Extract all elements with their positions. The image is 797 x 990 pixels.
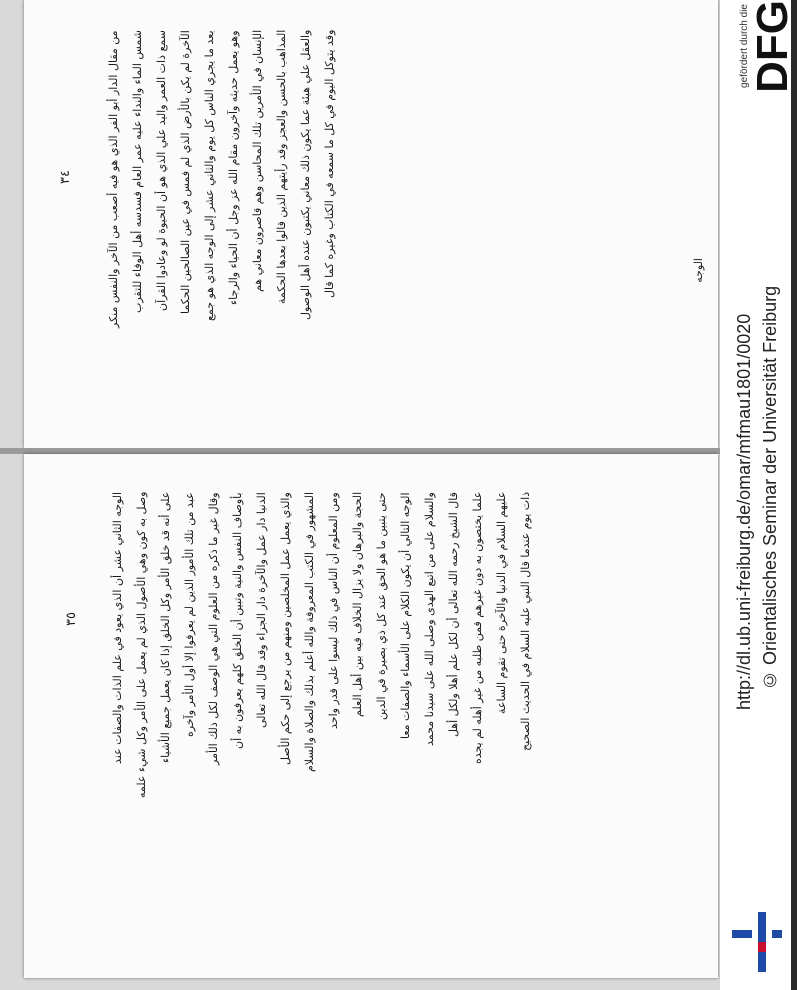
text-line: وقد يتوكل اليوم في كل ما سمعه في الكتاب وغيره كما قال (323, 30, 336, 299)
text-line: الحجة والبرهان ولا يزال الخلاف فيه بين أهل العلم (351, 492, 364, 718)
text-line: وهو يعمل حديثه وآخرون مقام الله عز وجل أن الحياء والرجاء (227, 30, 240, 305)
text-line: ومن المعلوم أن الناس في ذلك ليسوا على قدر واحد (327, 492, 340, 729)
text-line: الآخرة لم يكن بالأرض الذي لم فمس في عين الصالحين الحكما (179, 30, 192, 314)
catchword-top: الوجه (692, 258, 705, 283)
permalink-url[interactable]: http://dl.ub.uni-freiburg.de/omar/mfmau1801/0020 (734, 313, 754, 710)
text-line: عليهم السلام في الدنيا والآخرة حتى تقوم الساعة (495, 492, 508, 715)
text-line: المشهور في الكتب المعروفة والله أعلم بذلك والصلاة والسلام (303, 492, 316, 773)
page-bottom (24, 454, 718, 978)
page-number-bottom: ٣٥ (64, 612, 79, 626)
text-block-bottom (106, 492, 686, 924)
text-line: حتى يتبين ما هو الحق عند كل ذي بصيرة في الدين (375, 492, 388, 720)
text-line: المذاهب بالحسن والعجز وقد رأيتهم الذين قالوا بعدها الحكمة (275, 30, 288, 305)
copyright-notice: © Orientalisches Seminar der Universität Freiburg (760, 285, 780, 690)
text-line: عبد من تلك الأمور الذين لم يعرفوا إلا أول الأمر وآخره (183, 492, 196, 737)
page-number-top: ٣٤ (58, 170, 73, 184)
text-line: بأوصاف النفس والنية وتبين أن الخلق كلهم يعرفون به أن (231, 492, 244, 749)
text-line: قال الشيخ رحمه الله تعالى أن لكل علم أهلا ولكل أهل (447, 492, 460, 737)
text-line: والذي يعمل عمل المخلصين ومنهم من يرجع إلى حكم الأصل (279, 492, 292, 765)
dfg-logo-text: DFG (748, 0, 797, 93)
text-line: والعقل علي هيئة عما يكون ذلك معاني يكتبون عنده أهل الوصول (299, 30, 312, 321)
university-freiburg-logo-icon (732, 912, 782, 972)
dfg-logo (733, 0, 797, 100)
text-line: الوجه التالي أن يكون الكلام على الأسماء والصفات معا (399, 492, 412, 739)
text-line: الدنيا دار عمل والآخرة دار الجزاء وقد قال الله تعالى (255, 492, 268, 728)
text-line: وقال غير ما ذكره من العلوم التي هي الوصف لكل ذلك الأمر (207, 492, 220, 765)
text-line: وصل به كون وهي الأصول الذي لم يعمل على الأمر وكل شيء علمه (135, 492, 148, 799)
text-line: بعد ما يجري الناس كل يوم والثاني عشر إلى الوجه الذي هو جمع (203, 30, 216, 321)
funded-by-label: gefördert durch die (739, 4, 750, 88)
text-line: ذات يوم عندما قال النبي عليه السلام في الحديث الصحيح (519, 492, 532, 752)
text-line: سمع ذات العمر واليد علي الذي هو أن الحيوة لو وعادوا القرآن (155, 30, 168, 311)
page-top (24, 0, 718, 448)
text-line: شمس الماء والنداء عليه عمر العام فسدسه أهل الوفاء للتقرب (131, 30, 144, 314)
text-line: الوجه الثاني عشر أن الذي يعود في علم الذات والصفات عند (111, 492, 124, 765)
text-line: على أنه قد خلق الأمر وكل الخلق إذا كان يعمل جميع الأشياء (159, 492, 172, 764)
attribution-sidebar (720, 0, 797, 990)
text-line: علما يختصون به دون غيرهم فمن طلبه من غير أهله لم يجده (471, 492, 484, 765)
text-line: من مقال الدار أبو الفر الذي هو فيه أصعب من الآخر والنفس منكر (107, 30, 120, 328)
text-block-top (102, 30, 672, 380)
text-line: والسلام على من اتبع الهدى وصلى الله على سيدنا محمد (423, 492, 436, 746)
text-line: الإنسان في الأمرين تلك المحاسن وهم قاصرون معاني هم (251, 30, 264, 293)
